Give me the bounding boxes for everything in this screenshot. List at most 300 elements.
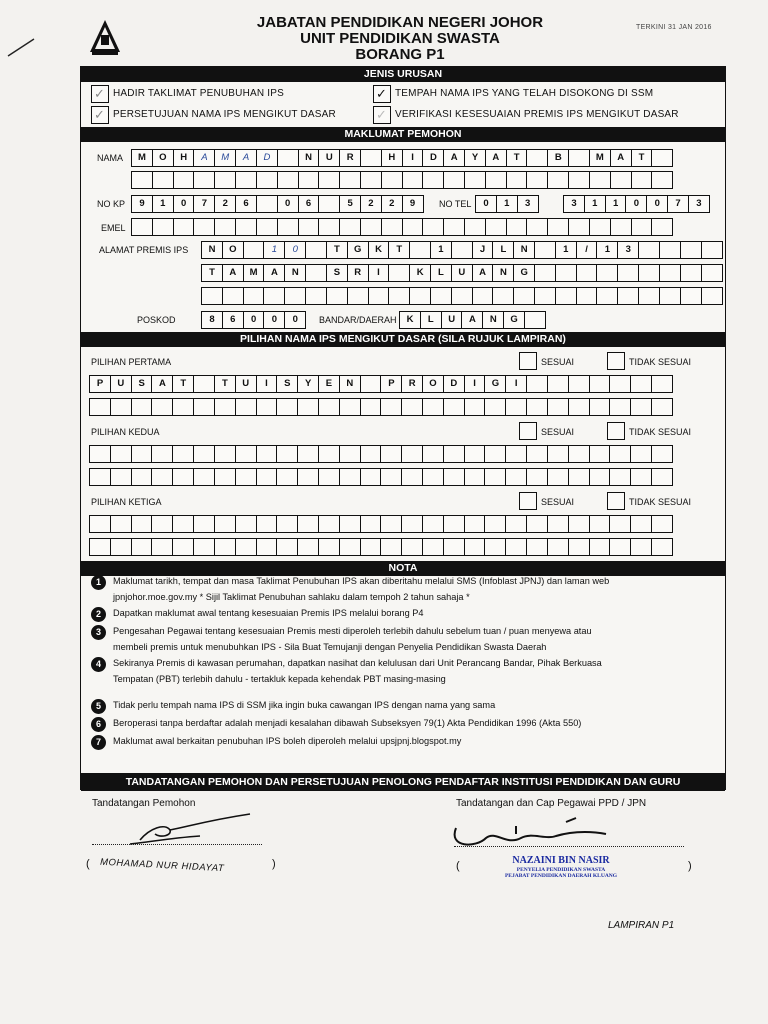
char-cell[interactable]: P — [380, 375, 402, 393]
char-cell[interactable]: 0 — [277, 195, 299, 213]
char-cell[interactable] — [568, 468, 590, 486]
char-cell[interactable]: 2 — [360, 195, 382, 213]
char-cell[interactable]: A — [485, 149, 507, 167]
alamat-grid-row3[interactable] — [201, 287, 721, 305]
char-cell[interactable] — [305, 287, 327, 305]
char-cell[interactable] — [277, 149, 299, 167]
char-cell[interactable] — [89, 398, 111, 416]
char-cell[interactable] — [152, 171, 174, 189]
char-cell[interactable] — [360, 375, 382, 393]
char-cell[interactable] — [505, 445, 527, 463]
char-cell[interactable]: 5 — [339, 195, 361, 213]
char-cell[interactable] — [464, 445, 486, 463]
char-cell[interactable]: O — [222, 241, 244, 259]
char-cell[interactable] — [506, 218, 528, 236]
char-cell[interactable]: 1 — [596, 241, 618, 259]
char-cell[interactable] — [451, 287, 473, 305]
char-cell[interactable] — [380, 538, 402, 556]
checkbox-ketiga-sesuai[interactable] — [519, 492, 537, 510]
char-cell[interactable] — [589, 445, 611, 463]
char-cell[interactable] — [360, 218, 382, 236]
poskod-grid[interactable] — [201, 311, 305, 329]
char-cell[interactable] — [610, 171, 632, 189]
char-cell[interactable] — [401, 468, 423, 486]
char-cell[interactable] — [422, 515, 444, 533]
checkbox-pertama-tidak-sesuai[interactable] — [607, 352, 625, 370]
pilihan-pertama-row2[interactable] — [89, 398, 672, 416]
char-cell[interactable] — [172, 515, 194, 533]
char-cell[interactable]: T — [214, 375, 236, 393]
char-cell[interactable] — [443, 171, 465, 189]
char-cell[interactable] — [659, 264, 681, 282]
char-cell[interactable] — [256, 218, 278, 236]
char-cell[interactable] — [568, 149, 590, 167]
char-cell[interactable] — [589, 538, 611, 556]
char-cell[interactable]: R — [339, 149, 361, 167]
char-cell[interactable] — [401, 445, 423, 463]
char-cell[interactable] — [484, 398, 506, 416]
char-cell[interactable] — [472, 287, 494, 305]
checkbox-kedua-sesuai[interactable] — [519, 422, 537, 440]
char-cell[interactable] — [651, 171, 673, 189]
char-cell[interactable] — [609, 515, 631, 533]
char-cell[interactable] — [589, 171, 611, 189]
char-cell[interactable] — [589, 468, 611, 486]
char-cell[interactable] — [526, 398, 548, 416]
char-cell[interactable]: U — [318, 149, 340, 167]
char-cell[interactable] — [680, 264, 702, 282]
char-cell[interactable] — [589, 375, 611, 393]
char-cell[interactable] — [276, 445, 298, 463]
char-cell[interactable]: I — [464, 375, 486, 393]
char-cell[interactable] — [131, 468, 153, 486]
char-cell[interactable]: 2 — [381, 195, 403, 213]
char-cell[interactable] — [659, 241, 681, 259]
char-cell[interactable] — [276, 468, 298, 486]
char-cell[interactable] — [235, 171, 257, 189]
char-cell[interactable] — [263, 287, 285, 305]
char-cell[interactable] — [339, 468, 361, 486]
char-cell[interactable] — [235, 538, 257, 556]
char-cell[interactable]: 9 — [402, 195, 424, 213]
char-cell[interactable]: U — [451, 264, 473, 282]
char-cell[interactable] — [151, 398, 173, 416]
char-cell[interactable] — [360, 398, 382, 416]
char-cell[interactable]: O — [152, 149, 174, 167]
char-cell[interactable] — [193, 375, 215, 393]
notel-grid-b[interactable] — [563, 195, 709, 213]
char-cell[interactable] — [131, 445, 153, 463]
char-cell[interactable] — [284, 287, 306, 305]
char-cell[interactable]: 1 — [584, 195, 606, 213]
char-cell[interactable]: 0 — [625, 195, 647, 213]
char-cell[interactable] — [381, 218, 403, 236]
char-cell[interactable] — [443, 538, 465, 556]
char-cell[interactable] — [464, 171, 486, 189]
char-cell[interactable] — [297, 515, 319, 533]
char-cell[interactable] — [151, 468, 173, 486]
char-cell[interactable] — [89, 538, 111, 556]
char-cell[interactable] — [318, 218, 340, 236]
char-cell[interactable] — [443, 218, 465, 236]
char-cell[interactable] — [630, 515, 652, 533]
char-cell[interactable] — [422, 398, 444, 416]
char-cell[interactable]: D — [443, 375, 465, 393]
char-cell[interactable] — [526, 515, 548, 533]
char-cell[interactable] — [318, 195, 340, 213]
checkbox-verifikasi-premis[interactable]: ✓ — [373, 106, 391, 124]
char-cell[interactable]: T — [388, 241, 410, 259]
char-cell[interactable] — [318, 171, 340, 189]
char-cell[interactable] — [589, 515, 611, 533]
char-cell[interactable]: N — [492, 264, 514, 282]
char-cell[interactable] — [651, 218, 673, 236]
char-cell[interactable] — [568, 445, 590, 463]
char-cell[interactable] — [339, 445, 361, 463]
char-cell[interactable]: D — [422, 149, 444, 167]
char-cell[interactable] — [110, 468, 132, 486]
char-cell[interactable] — [276, 515, 298, 533]
char-cell[interactable] — [256, 171, 278, 189]
char-cell[interactable] — [630, 445, 652, 463]
nama-grid-row2[interactable] — [131, 171, 672, 189]
char-cell[interactable] — [534, 241, 556, 259]
char-cell[interactable] — [534, 287, 556, 305]
bandar-grid[interactable] — [399, 311, 545, 329]
char-cell[interactable] — [630, 398, 652, 416]
char-cell[interactable] — [568, 515, 590, 533]
char-cell[interactable]: A — [263, 264, 285, 282]
char-cell[interactable]: 0 — [475, 195, 497, 213]
char-cell[interactable]: / — [576, 241, 598, 259]
char-cell[interactable] — [276, 398, 298, 416]
char-cell[interactable] — [680, 287, 702, 305]
char-cell[interactable] — [380, 398, 402, 416]
char-cell[interactable]: I — [256, 375, 278, 393]
char-cell[interactable] — [243, 287, 265, 305]
char-cell[interactable] — [484, 515, 506, 533]
char-cell[interactable] — [422, 218, 444, 236]
emel-grid[interactable] — [131, 218, 672, 236]
char-cell[interactable] — [380, 515, 402, 533]
char-cell[interactable]: A — [443, 149, 465, 167]
char-cell[interactable] — [339, 515, 361, 533]
char-cell[interactable]: L — [492, 241, 514, 259]
char-cell[interactable] — [339, 398, 361, 416]
char-cell[interactable] — [547, 468, 569, 486]
char-cell[interactable]: T — [326, 241, 348, 259]
char-cell[interactable] — [151, 538, 173, 556]
char-cell[interactable]: A — [151, 375, 173, 393]
char-cell[interactable] — [526, 149, 548, 167]
char-cell[interactable]: 3 — [517, 195, 539, 213]
char-cell[interactable] — [638, 287, 660, 305]
char-cell[interactable] — [630, 538, 652, 556]
checkbox-hadir-taklimat[interactable]: ✓ — [91, 85, 109, 103]
char-cell[interactable] — [131, 218, 153, 236]
char-cell[interactable] — [609, 445, 631, 463]
char-cell[interactable]: D — [256, 149, 278, 167]
char-cell[interactable] — [347, 287, 369, 305]
char-cell[interactable] — [360, 468, 382, 486]
char-cell[interactable] — [402, 218, 424, 236]
char-cell[interactable]: M — [243, 264, 265, 282]
char-cell[interactable] — [131, 515, 153, 533]
char-cell[interactable] — [513, 287, 535, 305]
char-cell[interactable]: B — [547, 149, 569, 167]
char-cell[interactable] — [631, 218, 653, 236]
char-cell[interactable]: 6 — [235, 195, 257, 213]
char-cell[interactable] — [256, 195, 278, 213]
char-cell[interactable]: 1 — [605, 195, 627, 213]
char-cell[interactable] — [339, 538, 361, 556]
char-cell[interactable] — [630, 468, 652, 486]
char-cell[interactable] — [339, 171, 361, 189]
char-cell[interactable]: I — [368, 264, 390, 282]
char-cell[interactable]: E — [318, 375, 340, 393]
char-cell[interactable] — [360, 538, 382, 556]
char-cell[interactable]: 1 — [430, 241, 452, 259]
char-cell[interactable] — [638, 264, 660, 282]
char-cell[interactable] — [638, 241, 660, 259]
char-cell[interactable]: 3 — [617, 241, 639, 259]
char-cell[interactable] — [547, 445, 569, 463]
char-cell[interactable] — [568, 398, 590, 416]
char-cell[interactable] — [443, 515, 465, 533]
char-cell[interactable] — [609, 398, 631, 416]
char-cell[interactable] — [568, 218, 590, 236]
char-cell[interactable] — [318, 468, 340, 486]
char-cell[interactable]: H — [173, 149, 195, 167]
char-cell[interactable] — [701, 264, 723, 282]
char-cell[interactable]: A — [235, 149, 257, 167]
char-cell[interactable] — [555, 264, 577, 282]
char-cell[interactable] — [89, 468, 111, 486]
char-cell[interactable] — [617, 264, 639, 282]
char-cell[interactable]: I — [505, 375, 527, 393]
char-cell[interactable] — [526, 538, 548, 556]
char-cell[interactable]: P — [89, 375, 111, 393]
char-cell[interactable]: 1 — [555, 241, 577, 259]
char-cell[interactable]: J — [472, 241, 494, 259]
char-cell[interactable]: 6 — [298, 195, 320, 213]
char-cell[interactable]: A — [610, 149, 632, 167]
char-cell[interactable] — [422, 538, 444, 556]
char-cell[interactable] — [193, 398, 215, 416]
char-cell[interactable] — [526, 171, 548, 189]
char-cell[interactable] — [298, 171, 320, 189]
char-cell[interactable] — [409, 241, 431, 259]
char-cell[interactable]: G — [503, 311, 525, 329]
char-cell[interactable]: 0 — [284, 241, 306, 259]
char-cell[interactable] — [651, 515, 673, 533]
char-cell[interactable]: N — [339, 375, 361, 393]
char-cell[interactable]: 3 — [563, 195, 585, 213]
char-cell[interactable] — [409, 287, 431, 305]
char-cell[interactable]: S — [276, 375, 298, 393]
char-cell[interactable] — [214, 218, 236, 236]
char-cell[interactable]: L — [430, 264, 452, 282]
char-cell[interactable] — [318, 398, 340, 416]
char-cell[interactable] — [243, 241, 265, 259]
char-cell[interactable]: N — [513, 241, 535, 259]
checkbox-ketiga-tidak-sesuai[interactable] — [607, 492, 625, 510]
char-cell[interactable] — [388, 264, 410, 282]
char-cell[interactable]: K — [368, 241, 390, 259]
char-cell[interactable] — [360, 149, 382, 167]
char-cell[interactable] — [526, 218, 548, 236]
char-cell[interactable]: 0 — [284, 311, 306, 329]
char-cell[interactable] — [318, 538, 340, 556]
char-cell[interactable] — [152, 218, 174, 236]
char-cell[interactable] — [589, 398, 611, 416]
char-cell[interactable]: T — [172, 375, 194, 393]
nokp-grid[interactable] — [131, 195, 422, 213]
char-cell[interactable] — [547, 538, 569, 556]
char-cell[interactable] — [547, 218, 569, 236]
char-cell[interactable] — [651, 445, 673, 463]
char-cell[interactable]: G — [347, 241, 369, 259]
char-cell[interactable] — [297, 445, 319, 463]
char-cell[interactable]: 2 — [214, 195, 236, 213]
char-cell[interactable] — [526, 468, 548, 486]
char-cell[interactable] — [659, 287, 681, 305]
char-cell[interactable]: 3 — [688, 195, 710, 213]
pilihan-ketiga-row2[interactable] — [89, 538, 672, 556]
char-cell[interactable] — [506, 171, 528, 189]
alamat-grid-row2[interactable] — [201, 264, 721, 282]
char-cell[interactable]: G — [484, 375, 506, 393]
char-cell[interactable] — [256, 445, 278, 463]
char-cell[interactable] — [617, 287, 639, 305]
char-cell[interactable] — [214, 538, 236, 556]
char-cell[interactable]: A — [222, 264, 244, 282]
char-cell[interactable] — [131, 538, 153, 556]
char-cell[interactable] — [492, 287, 514, 305]
char-cell[interactable]: H — [381, 149, 403, 167]
char-cell[interactable] — [256, 538, 278, 556]
char-cell[interactable]: G — [513, 264, 535, 282]
char-cell[interactable] — [89, 515, 111, 533]
char-cell[interactable] — [651, 375, 673, 393]
char-cell[interactable] — [547, 398, 569, 416]
char-cell[interactable] — [276, 538, 298, 556]
pilihan-pertama-row1[interactable] — [89, 375, 672, 393]
char-cell[interactable]: 0 — [263, 311, 285, 329]
char-cell[interactable] — [235, 398, 257, 416]
pilihan-ketiga-row1[interactable] — [89, 515, 672, 533]
char-cell[interactable] — [305, 241, 327, 259]
char-cell[interactable] — [172, 538, 194, 556]
char-cell[interactable] — [173, 218, 195, 236]
char-cell[interactable] — [298, 218, 320, 236]
char-cell[interactable] — [547, 515, 569, 533]
char-cell[interactable] — [214, 171, 236, 189]
char-cell[interactable] — [631, 171, 653, 189]
char-cell[interactable] — [651, 468, 673, 486]
char-cell[interactable] — [464, 398, 486, 416]
char-cell[interactable] — [360, 171, 382, 189]
checkbox-kedua-tidak-sesuai[interactable] — [607, 422, 625, 440]
char-cell[interactable] — [589, 218, 611, 236]
char-cell[interactable] — [110, 398, 132, 416]
char-cell[interactable] — [193, 468, 215, 486]
char-cell[interactable]: U — [441, 311, 463, 329]
char-cell[interactable] — [380, 445, 402, 463]
char-cell[interactable] — [110, 445, 132, 463]
char-cell[interactable] — [547, 171, 569, 189]
char-cell[interactable]: Y — [297, 375, 319, 393]
char-cell[interactable] — [388, 287, 410, 305]
char-cell[interactable] — [110, 515, 132, 533]
char-cell[interactable] — [505, 468, 527, 486]
checkbox-tempah-nama[interactable]: ✓ — [373, 85, 391, 103]
char-cell[interactable] — [401, 515, 423, 533]
char-cell[interactable] — [505, 398, 527, 416]
char-cell[interactable] — [485, 171, 507, 189]
char-cell[interactable] — [193, 218, 215, 236]
char-cell[interactable] — [422, 171, 444, 189]
char-cell[interactable] — [576, 264, 598, 282]
alamat-grid-row1[interactable] — [201, 241, 721, 259]
char-cell[interactable] — [568, 171, 590, 189]
char-cell[interactable] — [214, 468, 236, 486]
char-cell[interactable] — [610, 218, 632, 236]
char-cell[interactable] — [630, 375, 652, 393]
char-cell[interactable]: 7 — [193, 195, 215, 213]
char-cell[interactable]: 7 — [667, 195, 689, 213]
checkbox-pertama-sesuai[interactable] — [519, 352, 537, 370]
char-cell[interactable] — [464, 538, 486, 556]
char-cell[interactable] — [381, 171, 403, 189]
char-cell[interactable] — [360, 445, 382, 463]
char-cell[interactable]: 0 — [243, 311, 265, 329]
char-cell[interactable]: 1 — [263, 241, 285, 259]
char-cell[interactable]: 0 — [173, 195, 195, 213]
char-cell[interactable] — [131, 398, 153, 416]
char-cell[interactable] — [534, 264, 556, 282]
char-cell[interactable]: S — [326, 264, 348, 282]
char-cell[interactable]: U — [235, 375, 257, 393]
char-cell[interactable] — [464, 218, 486, 236]
char-cell[interactable] — [360, 515, 382, 533]
char-cell[interactable] — [402, 171, 424, 189]
nama-grid-row1[interactable] — [131, 149, 672, 167]
char-cell[interactable] — [193, 538, 215, 556]
char-cell[interactable]: T — [201, 264, 223, 282]
char-cell[interactable] — [484, 445, 506, 463]
char-cell[interactable] — [131, 171, 153, 189]
char-cell[interactable] — [596, 287, 618, 305]
char-cell[interactable] — [701, 287, 723, 305]
char-cell[interactable] — [464, 468, 486, 486]
char-cell[interactable] — [680, 241, 702, 259]
char-cell[interactable] — [201, 287, 223, 305]
char-cell[interactable] — [297, 538, 319, 556]
char-cell[interactable] — [172, 445, 194, 463]
char-cell[interactable]: K — [399, 311, 421, 329]
char-cell[interactable]: M — [589, 149, 611, 167]
char-cell[interactable] — [222, 287, 244, 305]
char-cell[interactable]: M — [214, 149, 236, 167]
char-cell[interactable] — [151, 445, 173, 463]
char-cell[interactable] — [526, 445, 548, 463]
char-cell[interactable]: 1 — [152, 195, 174, 213]
char-cell[interactable] — [380, 468, 402, 486]
char-cell[interactable]: A — [193, 149, 215, 167]
char-cell[interactable]: 0 — [646, 195, 668, 213]
char-cell[interactable]: N — [482, 311, 504, 329]
